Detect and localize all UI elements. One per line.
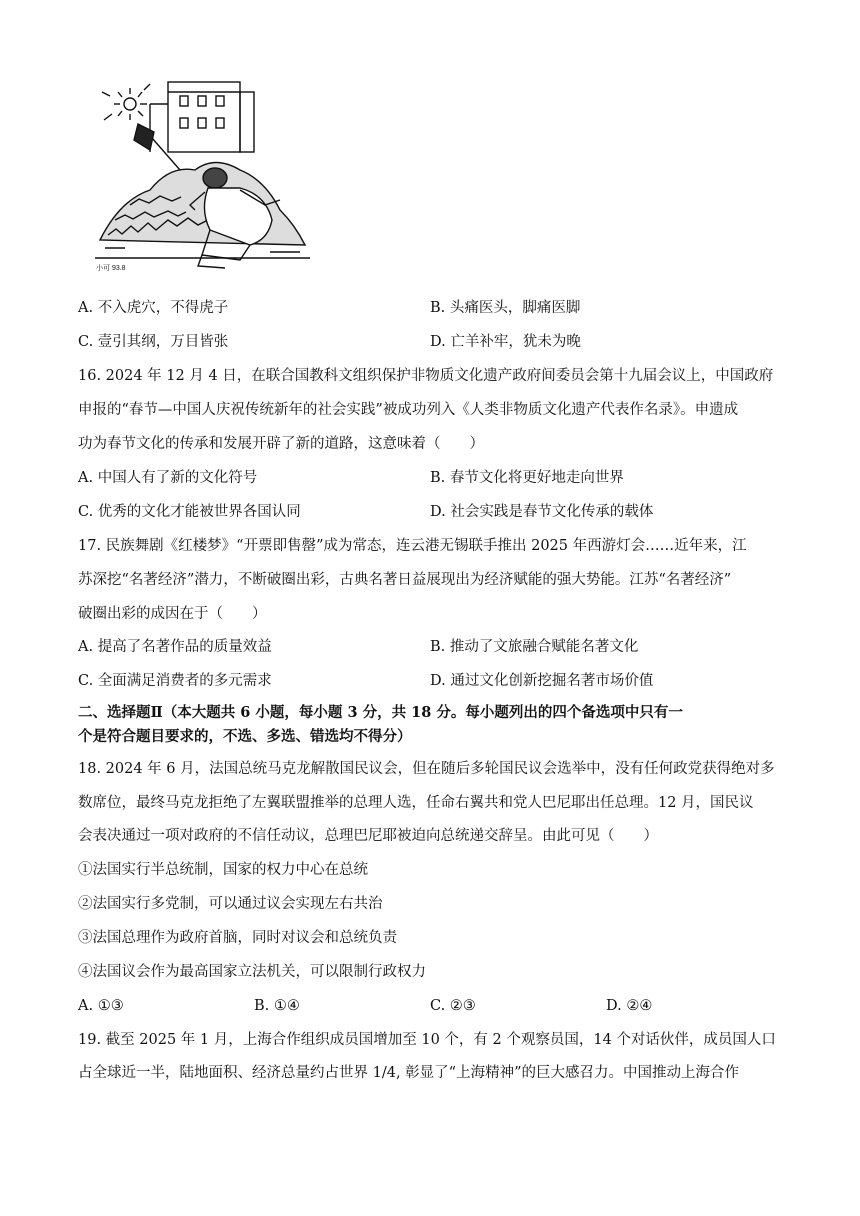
q18-stem-line-3: 会表决通过一项对政府的不信任动议，总理巴尼耶被迫向总统递交辞呈。由此可见（ ）: [78, 828, 658, 844]
q18-option-a[interactable]: A. ①③: [78, 998, 124, 1014]
worker-shoveling-trash-cartoon: [90, 70, 320, 275]
section-2-heading-line-2: 个是符合题目要求的，不选、多选、错选均不得分）: [78, 728, 412, 745]
q15-option-d[interactable]: D. 亡羊补牢，犹未为晚: [430, 334, 581, 350]
q17-stem-line-3: 破圈出彩的成因在于（ ）: [78, 606, 267, 622]
q17-option-a[interactable]: A. 提高了名著作品的质量效益: [78, 639, 272, 655]
q17-option-c[interactable]: C. 全面满足消费者的多元需求: [78, 673, 272, 689]
q18-statement-2: ②法国实行多党制，可以通过议会实现左右共治: [78, 896, 383, 912]
section-2-heading-line-1: 二、选择题Ⅱ（本大题共 6 小题，每小题 3 分，共 18 分。每小题列出的四个备选项中只有一: [78, 704, 683, 721]
q16-stem-line-3: 功为春节文化的传承和发展开辟了新的道路，这意味着（ ）: [78, 436, 484, 452]
cartoon-signature: 小可 93.8: [96, 265, 126, 272]
q16-option-b[interactable]: B. 春节文化将更好地走向世界: [430, 470, 624, 486]
q15-option-c[interactable]: C. 壹引其纲，万目皆张: [78, 334, 229, 350]
q16-stem-line-2: 申报的“春节—中国人庆祝传统新年的社会实践”被成功列入《人类非物质文化遗产代表作名录》。申遗成: [78, 402, 739, 418]
q18-statement-4: ④法国议会作为最高国家立法机关，可以限制行政权力: [78, 964, 426, 980]
q18-stem-line-1: 18. 2024 年 6 月，法国总统马克龙解散国民议会，但在随后多轮国民议会选举中，没有任何政党获得绝对多: [78, 761, 775, 777]
q18-option-b[interactable]: B. ①④: [254, 998, 300, 1014]
q17-option-b[interactable]: B. 推动了文旅融合赋能名著文化: [430, 639, 639, 655]
q15-option-a[interactable]: A. 不入虎穴，不得虎子: [78, 300, 229, 316]
cartoon-illustration: [90, 70, 320, 275]
q17-option-d[interactable]: D. 通过文化创新挖掘名著市场价值: [430, 673, 654, 689]
q17-stem-line-1: 17. 民族舞剧《红楼梦》“开票即售罄”成为常态，连云港无锡联手推出 2025 年西游灯会……近年来，江: [78, 538, 747, 554]
q16-option-d[interactable]: D. 社会实践是春节文化传承的载体: [430, 504, 654, 520]
q18-stem-line-2: 数席位，最终马克龙拒绝了左翼联盟推举的总理人选，任命右翼共和党人巴尼耶出任总理。12 月，国民议: [78, 795, 754, 811]
q19-stem-line-1: 19. 截至 2025 年 1 月，上海合作组织成员国增加至 10 个，有 2 个观察员国，14 个对话伙伴，成员国人口: [78, 1032, 776, 1048]
q18-statement-1: ①法国实行半总统制，国家的权力中心在总统: [78, 862, 368, 878]
q18-option-c[interactable]: C. ②③: [430, 998, 476, 1014]
q16-option-a[interactable]: A. 中国人有了新的文化符号: [78, 470, 258, 486]
q18-option-d[interactable]: D. ②④: [606, 998, 653, 1014]
q18-statement-3: ③法国总理作为政府首脑，同时对议会和总统负责: [78, 930, 397, 946]
q16-stem-line-1: 16. 2024 年 12 月 4 日，在联合国教科文组织保护非物质文化遗产政府间委员会第十九届会议上，中国政府: [78, 368, 774, 384]
q16-option-c[interactable]: C. 优秀的文化才能被世界各国认同: [78, 504, 301, 520]
q19-stem-line-2: 占全球近一半，陆地面积、经济总量约占世界 1/4, 彰显了“上海精神”的巨大感召力。中国推动上海合作: [78, 1065, 739, 1081]
q17-stem-line-2: 苏深挖“名著经济”潜力，不断破圈出彩，古典名著日益展现出为经济赋能的强大势能。江苏“名著经济”: [78, 572, 732, 588]
q15-option-b[interactable]: B. 头痛医头，脚痛医脚: [430, 300, 581, 316]
